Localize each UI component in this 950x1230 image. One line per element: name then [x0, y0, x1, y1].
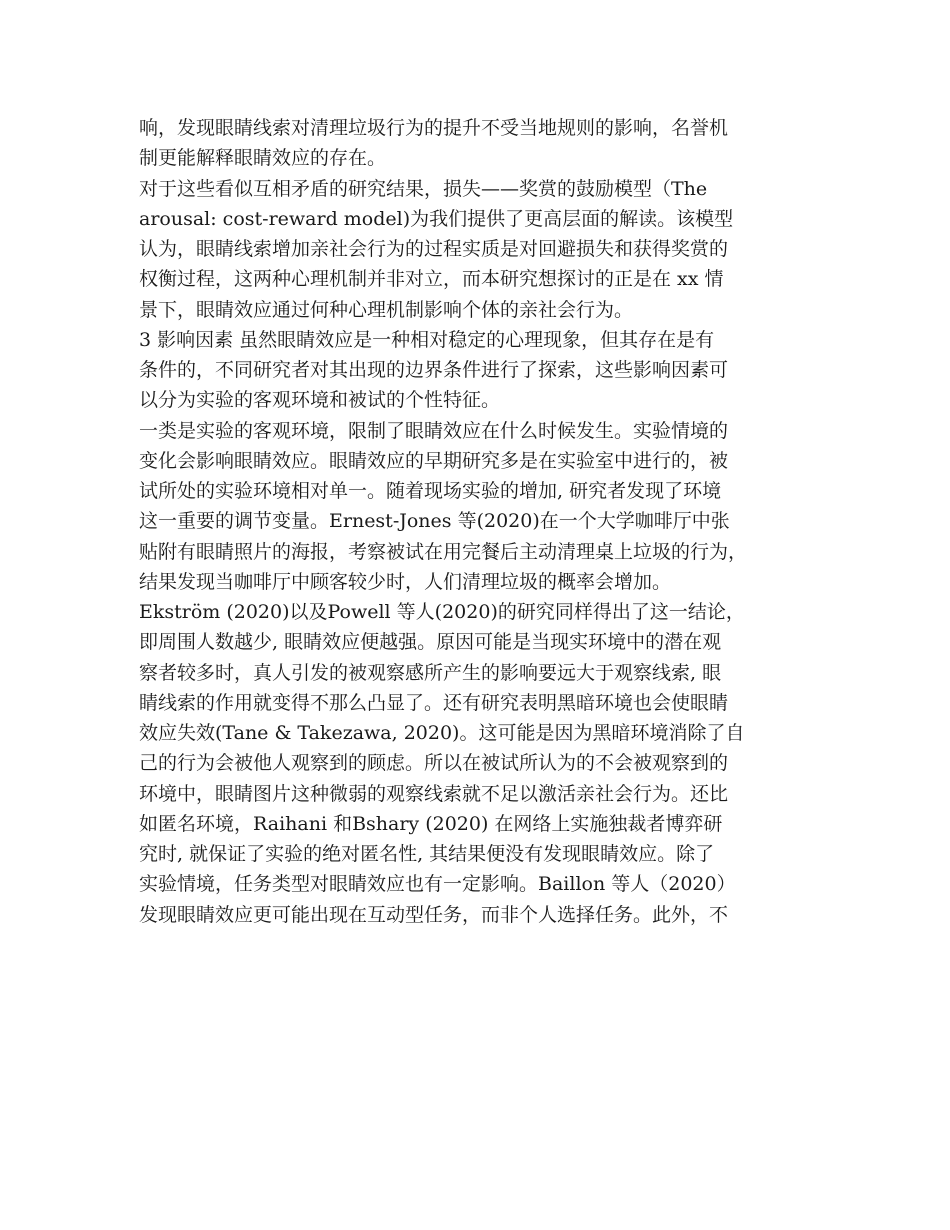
text-line: 效应失效(Tane & Takezawa, 2020)。这可能是因为黑暗环境消除了自: [139, 722, 745, 744]
text-line: 环境中，眼睛图片这种微弱的观察线索就不足以激活亲社会行为。还比: [139, 782, 729, 805]
text-line: 实验情境，任务类型对眼睛效应也有一定影响。Baillon 等人（2020）: [139, 873, 736, 896]
text-line: 制更能解释眼睛效应的存在。: [139, 147, 387, 170]
text-line: 以分为实验的客观环境和被试的个性特征。: [139, 389, 501, 412]
text-line: 即周围人数越少, 眼睛效应便越强。原因可能是当现实环境中的潜在观: [139, 631, 722, 654]
text-line: 景下，眼睛效应通过何种心理机制影响个体的亲社会行为。: [139, 298, 634, 321]
text-line: 结果发现当咖啡厅中顾客较少时，人们清理垃圾的概率会增加。: [139, 570, 672, 593]
text-line: 3 影响因素 虽然眼睛效应是一种相对稳定的心理现象，但其存在是有: [139, 328, 715, 351]
text-line: 这一重要的调节变量。Ernest-Jones 等(2020)在一个大学咖啡厅中张: [139, 510, 730, 533]
text-line: 条件的，不同研究者对其出现的边界条件进行了探索，这些影响因素可: [139, 359, 729, 381]
text-line: 变化会影响眼睛效应。眼睛效应的早期研究多是在实验室中进行的，被: [139, 449, 729, 472]
text-line: Ekström (2020)以及Powell 等人(2020)的研究同样得出了这一结论，: [139, 601, 745, 623]
text-line: 究时, 就保证了实验的绝对匿名性, 其结果便没有发现眼睛效应。除了: [139, 843, 715, 865]
text-line: arousal: cost-reward model)为我们提供了更高层面的解读。该模型: [139, 207, 734, 230]
body-text: [139, 113, 829, 930]
text-line: 贴附有眼睛照片的海报，考察被试在用完餐后主动清理桌上垃圾的行为，: [139, 540, 748, 563]
text-line: 响，发现眼睛线索对清理垃圾行为的提升不受当地规则的影响，名誉机: [139, 117, 729, 139]
text-line: 一类是实验的客观环境，限制了眼睛效应在什么时候发生。实验情境的: [139, 419, 729, 442]
text-line: 发现眼睛效应更可能出现在互动型任务，而非个人选择任务。此外，不: [139, 903, 729, 926]
text-line: 权衡过程，这两种心理机制并非对立，而本研究想探讨的正是在 xx 情: [139, 268, 724, 291]
text-line: 如匿名环境，Raihani 和Bshary (2020) 在网络上实施独裁者博弈研: [139, 812, 723, 835]
text-line: 己的行为会被他人观察到的顾虑。所以在被试所认为的不会被观察到的: [139, 752, 729, 775]
text-line: 对于这些看似互相矛盾的研究结果，损失——奖赏的鼓励模型（The: [139, 177, 708, 200]
text-line: 认为，眼睛线索增加亲社会行为的过程实质是对回避损失和获得奖赏的: [139, 238, 729, 260]
text-line: 察者较多时，真人引发的被观察感所产生的影响要远大于观察线索, 眼: [139, 661, 722, 684]
text-line: 试所处的实验环境相对单一。随着现场实验的增加, 研究者发现了环境: [139, 480, 722, 502]
text-line: 睛线索的作用就变得不那么凸显了。还有研究表明黑暗环境也会使眼睛: [139, 691, 729, 714]
